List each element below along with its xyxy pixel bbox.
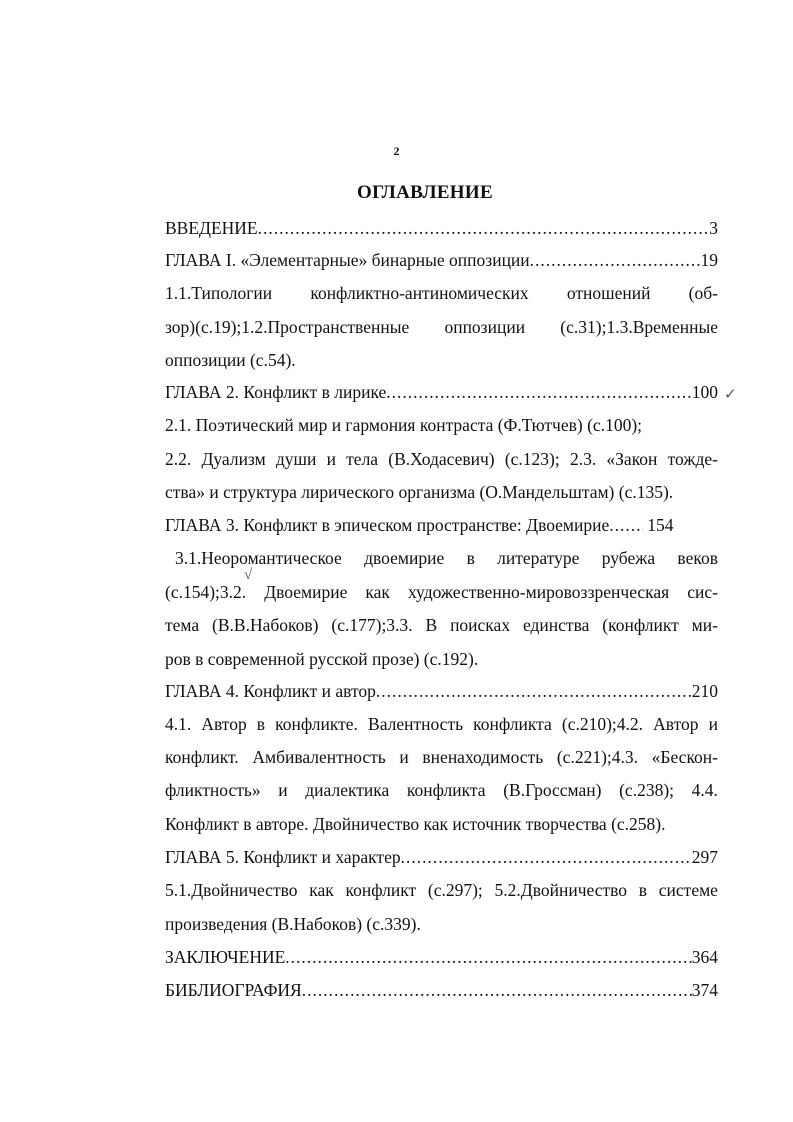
word: поисках [450, 615, 511, 635]
word: (с.221);4.3. [556, 747, 639, 767]
toc-subsection-line: ства» и структура лирического организма (О.Мандельштам) (с.135). [165, 482, 674, 502]
word: 1.1.Типологии [165, 283, 273, 303]
word: Дуализм [201, 449, 266, 469]
word: и [708, 714, 718, 734]
toc-subsection-line: 2.1. Поэтический мир и гармония контраста (Ф.Тютчев) (с.100); [165, 415, 643, 435]
dot-leader [530, 249, 701, 271]
dot-leader [376, 680, 692, 702]
word: конфликта [406, 780, 486, 800]
toc-label: ГЛАВА 5. Конфликт и характер [165, 847, 401, 867]
dot-leader [285, 946, 691, 968]
dot-leader [401, 846, 692, 868]
toc-entry-chapter-3[interactable] [165, 514, 718, 536]
word: (В.Гроссман) [503, 780, 602, 800]
word: конфликта [473, 714, 552, 734]
toc-entry-chapter-4[interactable] [165, 680, 718, 702]
word: 4.1. [165, 714, 192, 734]
toc-subsection-line [165, 779, 718, 801]
word: (с.210);4.2. [561, 714, 644, 734]
toc-label: ГЛАВА 3. Конфликт в эпическом пространстве: Двоемирие [165, 515, 610, 535]
toc-page: 100 [691, 382, 718, 402]
toc-page: 3 [709, 218, 718, 238]
toc-label: ВВЕДЕНИЕ [165, 218, 258, 238]
toc-subsection-line: Конфликт в авторе. Двойничество как источник творчества (с.258). [165, 814, 666, 834]
toc-subsection-line [175, 547, 718, 569]
dot-leader [302, 979, 692, 1001]
word: 4.4. [691, 780, 718, 800]
word: и [278, 780, 288, 800]
word: (с.297); [427, 880, 483, 900]
dot-leader [609, 514, 643, 536]
word: тожде- [667, 449, 718, 469]
toc-label: ГЛАВА 4. Конфликт и автор [165, 681, 376, 701]
word: диалектика [305, 780, 390, 800]
word: оппозиции [444, 317, 526, 337]
word: в [256, 714, 266, 734]
handwritten-check-mark: √ [244, 566, 253, 583]
toc-subsection-line [165, 746, 718, 768]
toc-entry-chapter-2[interactable] [165, 381, 718, 403]
word: сис- [687, 582, 718, 602]
toc-subsection-line: произведения (В.Набоков) (с.339). [165, 914, 421, 934]
word: 5.1.Двойничество [165, 880, 298, 900]
toc-label: ГЛАВА I. «Элементарные» бинарные оппозиции [165, 250, 530, 270]
word: в [466, 548, 475, 568]
toc-page: 19 [700, 250, 718, 270]
toc-page: 210 [691, 681, 718, 701]
toc-label: БИБЛИОГРАФИЯ [165, 980, 302, 1000]
word: Амбивалентность [252, 747, 386, 767]
word: (В.Ходасевич) [388, 449, 495, 469]
toc-entry-chapter-1[interactable] [165, 249, 718, 271]
toc-subsection-line [165, 282, 718, 304]
word: как [309, 880, 334, 900]
word: единства [522, 615, 590, 635]
word: (с.123); [504, 449, 560, 469]
word: двоемирие [364, 548, 445, 568]
word: (конфликт [602, 615, 679, 635]
word: 5.2.Двойничество [494, 880, 628, 900]
word: и [326, 449, 336, 469]
word: веков [677, 548, 718, 568]
word: (с.238); [619, 780, 675, 800]
word: конфликтно-антиномических [310, 283, 529, 303]
toc-page: 374 [691, 980, 718, 1000]
toc-subsection-line: ров в современной русской прозе) (с.192). [165, 649, 479, 669]
toc-label: ЗАКЛЮЧЕНИЕ [165, 947, 286, 967]
word: тема [165, 615, 200, 635]
toc-entry-conclusion[interactable] [165, 946, 718, 968]
handwritten-check-mark: ✓ [724, 387, 737, 403]
word: Двоемирие [264, 582, 348, 602]
toc-subsection-line [165, 448, 718, 470]
word: художественно-мировоззренческая [407, 582, 670, 602]
word: (с.154);3.2. [165, 582, 247, 602]
word: души [275, 449, 317, 469]
word: «Бескон- [651, 747, 718, 767]
word: конфликте. [275, 714, 358, 734]
page-number: 2 [393, 144, 400, 158]
word: тела [346, 449, 379, 469]
word: вненаходимость [422, 747, 544, 767]
word: отношений [566, 283, 651, 303]
word: литературе [497, 548, 580, 568]
word: 3.1.Неоромантическое [175, 548, 342, 568]
toc-label: ГЛАВА 2. Конфликт в лирике [165, 382, 387, 402]
toc-subsection-line [165, 879, 718, 901]
word: ми- [691, 615, 718, 635]
word: конфликт [345, 880, 417, 900]
word: фликтность» [165, 780, 261, 800]
toc-subsection-line: оппозиции (с.54). [165, 350, 296, 370]
toc-subsection-line [165, 316, 718, 338]
toc-subsection-line [165, 713, 718, 735]
dot-leader [386, 381, 691, 403]
word: зор)(с.19);1.2.Пространственные [165, 317, 410, 337]
toc-entry-intro[interactable] [165, 217, 718, 239]
toc-page: 297 [691, 847, 718, 867]
word: (об- [688, 283, 718, 303]
word: «Закон [606, 449, 658, 469]
word: в [638, 880, 648, 900]
word: как [365, 582, 390, 602]
word: (с.31);1.3.Временные [560, 317, 718, 337]
word: В [425, 615, 438, 635]
word: Автор [653, 714, 699, 734]
toc-entry-bibliography[interactable] [165, 979, 718, 1001]
word: и [399, 747, 409, 767]
word: (В.В.Набоков) [212, 615, 319, 635]
toc-entry-chapter-5[interactable] [165, 846, 718, 868]
word: 2.2. [165, 449, 192, 469]
word: Валентность [368, 714, 464, 734]
word: конфликт. [165, 747, 239, 767]
word: рубежа [601, 548, 656, 568]
toc-subsection-line [165, 581, 718, 603]
page-title: ОГЛАВЛЕНИЕ [357, 182, 493, 203]
word: (с.177);3.3. [331, 615, 413, 635]
toc-page: 154 [647, 515, 674, 535]
word: 2.3. [569, 449, 597, 469]
word: Автор [201, 714, 247, 734]
toc-page: 364 [691, 947, 718, 967]
toc-subsection-line [165, 614, 718, 636]
dot-leader [258, 217, 710, 239]
word: системе [658, 880, 718, 900]
